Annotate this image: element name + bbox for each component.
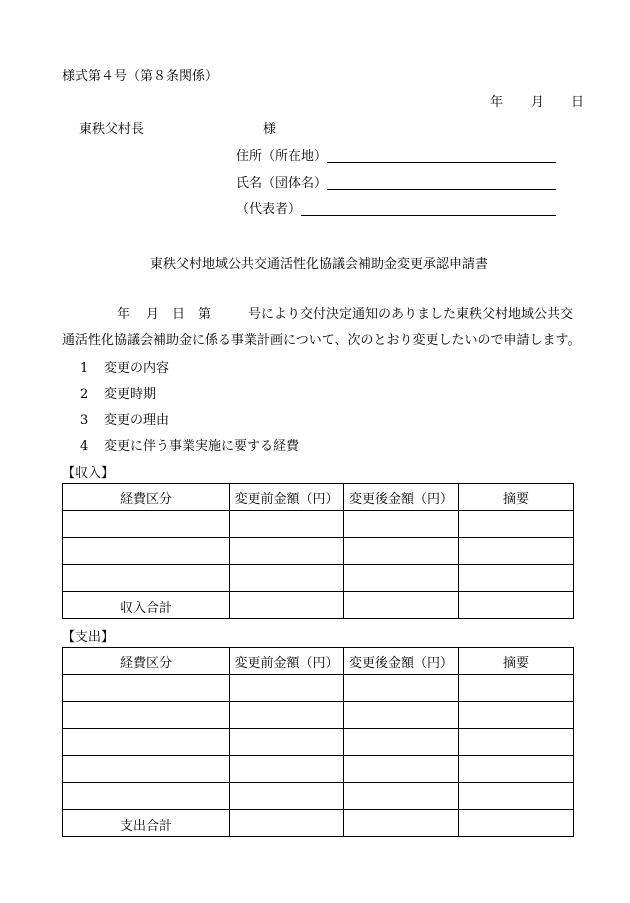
body-text-1: 号により交付決定通知のありました東秩父村地域公共交: [248, 307, 574, 322]
expense-table: [62, 647, 574, 837]
applicant-representative-row: [236, 201, 556, 216]
total-row: [63, 592, 574, 619]
table-cell[interactable]: [459, 592, 574, 619]
table-cell[interactable]: [63, 729, 230, 756]
table-cell[interactable]: [344, 675, 459, 702]
item-text: 変更の内容: [104, 361, 170, 376]
table-cell[interactable]: [459, 783, 574, 810]
body-number-prefix: 第: [198, 307, 212, 322]
table-cell[interactable]: [63, 675, 230, 702]
document-title: 東秩父村地域公共交通活性化協議会補助金変更承認申請書: [150, 257, 489, 272]
date-month-label: 月: [531, 95, 545, 110]
table-row: [63, 702, 574, 729]
applicant-name-label: 氏名（団体名）: [236, 176, 328, 191]
table-cell[interactable]: [344, 810, 459, 837]
table-cell[interactable]: [230, 783, 344, 810]
applicant-address-label: 住所（所在地）: [236, 149, 328, 164]
body-year: 年: [117, 307, 131, 322]
table-cell[interactable]: [230, 592, 344, 619]
table-cell[interactable]: [459, 756, 574, 783]
applicant-name-field[interactable]: [327, 175, 556, 190]
column-header: 変更前金額（円）: [230, 648, 344, 675]
table-cell[interactable]: [63, 511, 230, 538]
table-row: [63, 565, 574, 592]
table-cell[interactable]: [344, 729, 459, 756]
table-cell[interactable]: [459, 675, 574, 702]
column-header: 摘要: [459, 484, 574, 511]
column-header: 変更後金額（円）: [344, 484, 459, 511]
table-cell[interactable]: [344, 538, 459, 565]
item-number: 2: [80, 387, 89, 402]
body-line-2: 通活性化協議会補助金に係る事業計画について、次のとおり変更したいので申請します。: [62, 333, 581, 348]
item-text: 変更の理由: [104, 413, 170, 428]
table-cell[interactable]: [459, 511, 574, 538]
addressee-honorific: 様: [263, 122, 277, 137]
table-header-row: [63, 484, 574, 511]
table-cell[interactable]: [230, 675, 344, 702]
column-header: 摘要: [459, 648, 574, 675]
table-cell[interactable]: [63, 702, 230, 729]
table-cell[interactable]: [344, 756, 459, 783]
column-header: 変更前金額（円）: [230, 484, 344, 511]
table-cell[interactable]: [230, 756, 344, 783]
table-row: [63, 756, 574, 783]
table-cell[interactable]: [63, 756, 230, 783]
table-row: [63, 538, 574, 565]
item-text: 変更時期: [104, 387, 157, 402]
table-cell[interactable]: [63, 565, 230, 592]
date-day-label: 日: [571, 95, 585, 110]
table-row: [63, 729, 574, 756]
table-cell[interactable]: [459, 565, 574, 592]
income-caption: 【収入】: [62, 466, 115, 481]
addressee-name: 東秩父村長: [79, 122, 145, 137]
date-year-label: 年: [490, 95, 504, 110]
applicant-address-field[interactable]: [327, 148, 556, 163]
table-cell[interactable]: [230, 810, 344, 837]
income-table: [62, 483, 574, 619]
table-cell[interactable]: [230, 565, 344, 592]
table-cell[interactable]: [344, 592, 459, 619]
table-cell[interactable]: [459, 810, 574, 837]
form-id: 様式第４号（第８条関係）: [62, 69, 219, 84]
body-day: 日: [172, 307, 186, 322]
table-cell[interactable]: [230, 702, 344, 729]
table-cell[interactable]: [459, 729, 574, 756]
table-cell[interactable]: [230, 538, 344, 565]
total-row: [63, 810, 574, 837]
applicant-name-row: [236, 175, 556, 190]
table-cell[interactable]: [344, 511, 459, 538]
table-row: [63, 675, 574, 702]
table-cell[interactable]: [344, 702, 459, 729]
table-row: [63, 783, 574, 810]
table-cell[interactable]: [230, 511, 344, 538]
table-cell[interactable]: [459, 538, 574, 565]
column-header: 経費区分: [63, 484, 230, 511]
table-cell[interactable]: [63, 538, 230, 565]
item-text: 変更に伴う事業実施に要する経費: [104, 439, 300, 454]
body-month: 月: [146, 307, 160, 322]
applicant-address-row: [236, 148, 556, 163]
table-cell[interactable]: [344, 783, 459, 810]
income-total-label: 収入合計: [63, 592, 230, 619]
expense-caption: 【支出】: [62, 630, 115, 645]
table-cell[interactable]: [230, 729, 344, 756]
table-header-row: [63, 648, 574, 675]
applicant-representative-label: （代表者）: [236, 202, 302, 217]
table-cell[interactable]: [63, 783, 230, 810]
column-header: 変更後金額（円）: [344, 648, 459, 675]
table-cell[interactable]: [344, 565, 459, 592]
item-number: 3: [80, 413, 89, 428]
item-number: 1: [80, 361, 89, 376]
applicant-representative-field[interactable]: [301, 201, 556, 216]
column-header: 経費区分: [63, 648, 230, 675]
expense-total-label: 支出合計: [63, 810, 230, 837]
item-number: 4: [80, 439, 89, 454]
table-cell[interactable]: [459, 702, 574, 729]
table-row: [63, 511, 574, 538]
